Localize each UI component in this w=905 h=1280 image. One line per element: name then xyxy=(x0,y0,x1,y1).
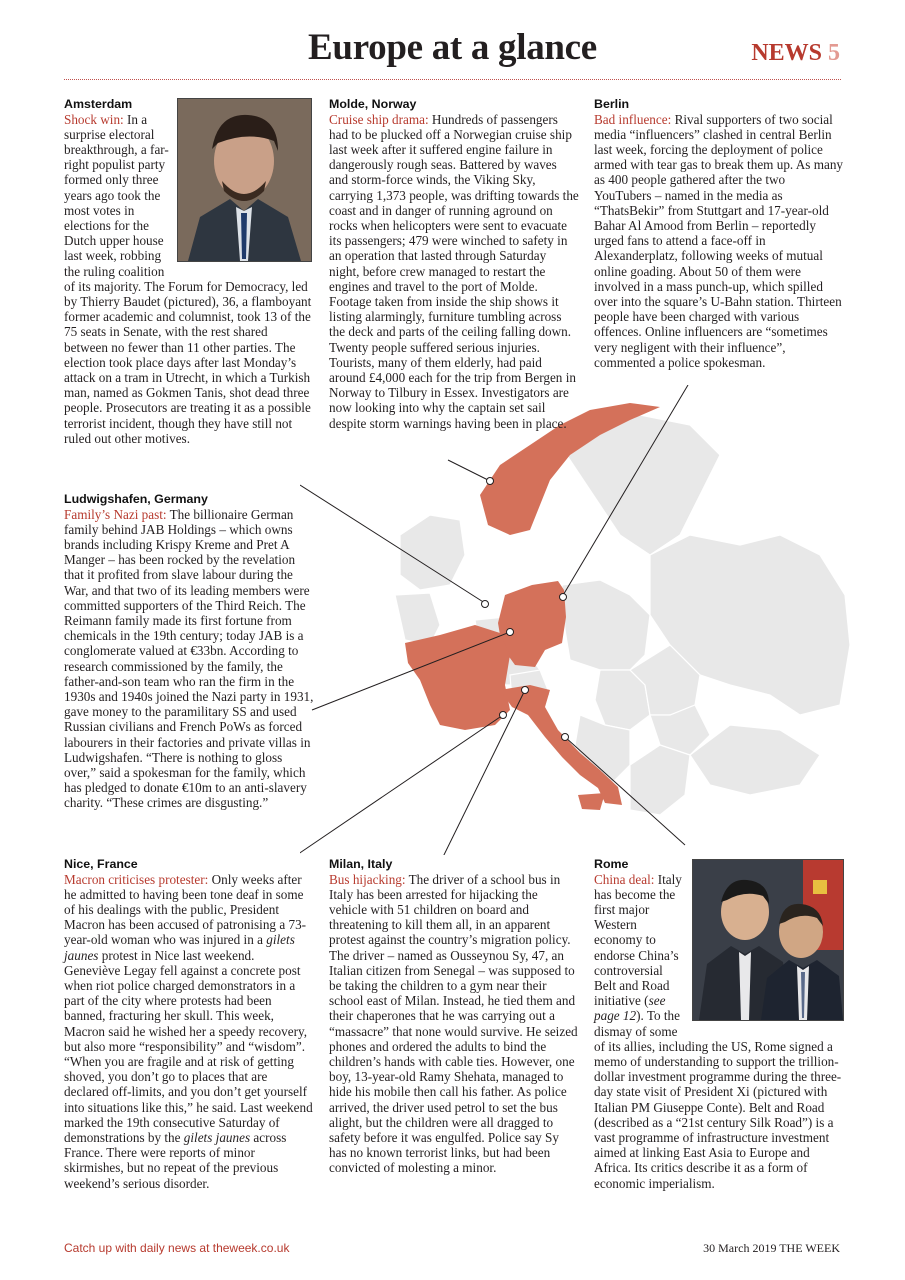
story-body: protest in Nice last weekend. Geneviève Legay fell against a concrete post when riot police charged demonstrators in a part of the city where protests had been banned, fracturing her skull. This week, Macron said he wished her a speedy recovery, but also more “responsibility” and “wisdom”. “When you are fragile and at risk of getting shoved, you don’t go to places that are declared off-limits, and you don’t get yourself into situations like this,” he said. Last weekend marked the 19th consecutive Saturday of demonstrations by the xyxy=(64,947,313,1145)
story-lead: China deal: xyxy=(594,871,655,887)
story-italic: gilets jaunes xyxy=(183,1129,251,1145)
story-lead: Macron criticises protester: xyxy=(64,871,209,887)
footer-dateline: 30 March 2019 THE WEEK xyxy=(703,1241,840,1255)
story-body: Only weeks after he admitted to having been tone deaf in some of his dealings with the public, President Macron has been accused of patronising a 73-year-old woman who was injured in a xyxy=(64,871,307,948)
france-highlight xyxy=(405,625,510,730)
story-dateline: Molde, Norway xyxy=(329,97,417,111)
story-lead: Shock win: xyxy=(64,111,124,127)
ludwigshafen-marker xyxy=(507,629,514,636)
berlin-marker xyxy=(560,594,567,601)
story-body: In a surprise electoral breakthrough, a far-right populist party formed only three years ago took the most votes in elections for the Dutch upper house last week, robbing the ruling coalition of its majority. The Forum for Democracy, led by Thierry Baudet (pictured), 36, a flamboyant former academic and columnist, took 13 of the 75 seats in Senate, with the rest shared between no fewer than 11 other parties. The election took place days after last Monday’s attack on a tram in Utrecht, in which a Turkish man, named as Gokmen Tanis, shot dead three people. Prosecutors are treating it as a possible terrorist incident, though they have still not ruled out other motives. xyxy=(64,111,312,446)
map-background-land xyxy=(395,415,850,815)
story-rome xyxy=(594,857,844,1191)
story-body: ). To the dismay of some of its allies, including the US, Rome signed a memo of understanding to support the trillion-dollar investment programme during the three-day state visit of President Xi (pictured with Italian PM Giuseppe Conte). Belt and Road (described as a “21st century Silk Road”) is a vast programme of infrastructure investment aimed at linking East Asia to Europe and Africa. Its critics describe it as a form of economic imperialism. xyxy=(594,1008,842,1191)
story-italic: see page 12 xyxy=(594,993,666,1024)
footer-promo-link[interactable]: Catch up with daily news at theweek.co.uk xyxy=(64,1241,290,1255)
story-molde xyxy=(329,97,579,431)
story-milan xyxy=(329,857,579,1176)
story-body: Italy has become the first major Western economy to endorse China’s controversial Belt and Road initiative ( xyxy=(594,871,682,1009)
xi-conte-photo xyxy=(692,859,844,1021)
story-dateline: Milan, Italy xyxy=(329,857,393,871)
story-dateline: Nice, France xyxy=(64,857,138,871)
story-nice xyxy=(64,857,314,1191)
story-lead: Bus hijacking: xyxy=(329,871,406,887)
story-lead: Cruise ship drama: xyxy=(329,111,429,127)
thierry-baudet-photo xyxy=(177,98,312,262)
rome-marker xyxy=(562,734,569,741)
story-body: Hundreds of passengers had to be plucked off a Norwegian cruise ship last week after it suffered engine failure in dangerously rough seas. Battered by waves and storm-force winds, the Viking Sky, carrying 1,373 people, was drifting towards the coast and in danger of running aground on rocks when helicopters were sent to evacuate its passengers; 479 were winched to safety in an operation that lasted through Saturday night, before crew managed to restart the engines and travel to the port of Molde. Footage taken from inside the ship shows it listing alarmingly, furniture tumbling across the deck and parts of the ceiling falling down. Twenty people suffered serious injuries. Tourists, many of them elderly, had paid around £4,000 each for the trip from Bergen in Norway to Tilbury in Essex. Investigators are now looking into why the captain set sail despite storm warnings having been in place. xyxy=(329,111,579,431)
molde-marker xyxy=(487,478,494,485)
header-rule xyxy=(64,79,841,80)
amsterdam-marker xyxy=(482,601,489,608)
story-lead: Family’s Nazi past: xyxy=(64,506,167,522)
story-amsterdam xyxy=(64,97,312,446)
story-body: Rival supporters of two social media “influencers” clashed in central Berlin last week, forcing the deployment of police armed with tear gas to break them up. As many as 400 people gathered after the two YouTubers – named in the media as “ThatsBekir” from Stuttgart and 17-year-old Bahar Al Amood from Berlin – reportedly urged fans to attend a face-off in Alexanderplatz, following weeks of mutual online goading. About 50 of them were involved in a mass punch-up, which spilled over into the square’s U-Bahn station. Thirteen people have been charged with various offences. Online influencers are “sometimes very negligent with their influence”, commented a police spokesman. xyxy=(594,111,844,370)
section-name: NEWS xyxy=(751,40,822,66)
story-body: across France. There were reports of minor skirmishes, but no repeat of the previous weekend’s serious disorder. xyxy=(64,1129,287,1191)
story-lead: Bad influence: xyxy=(594,111,672,127)
story-dateline: Berlin xyxy=(594,97,630,111)
story-italic: gilets jaunes xyxy=(64,932,295,963)
story-dateline: Amsterdam xyxy=(64,97,133,111)
story-dateline: Ludwigshafen, Germany xyxy=(64,492,208,506)
story-body: The driver of a school bus in Italy has been arrested for hijacking the vehicle with 51 children on board and threatening to kill them all, in an apparent protest against the country’s migration policy. The driver – named as Ousseynou Sy, 47, an Italian citizen from Senegal – was supposed to be taking the children to a gym near their school east of Milan. Instead, he tied them and their chaperones that he was carrying out a “massacre” that none would survive. He seized phones and ordered the adults to bind the children’s hands with cable ties. However, one boy, 13-year-old Ramy Shehata, managed to hide his mobile then call his father. As police arrived, the driver used petrol to set the bus alight, but the children were all dragged to safety before it was engulfed. Police say Sy has no known terrorist links, but had been convicted of molesting a minor. xyxy=(329,871,578,1176)
page-number: 5 xyxy=(828,40,840,66)
page-title: Europe at a glance xyxy=(308,27,597,68)
sicily-highlight xyxy=(578,793,605,810)
story-ludwigshafen xyxy=(64,492,314,811)
nice-marker xyxy=(500,712,507,719)
story-berlin xyxy=(594,97,844,370)
story-body: The billionaire German family behind JAB Holdings – which owns brands including Krispy Kreme and Pret A Manger – has been rocked by the revelation that it profited from slave labour during the War, and that two of its leading members were committed supporters of the Third Reich. The Reimann family made its first fortune from chemicals in the 19th century; today JAB is a conglomerate valued at €33bn. According to research commissioned by the family, the father-and-son team who ran the firm in the 1930s and 1940s joined the Nazi party in 1931, gave money to the paramilitary SS and used Russian civilians and French PoWs as forced labourers in their factories and private villas in Ludwigshafen. “There is nothing to gloss over,” said a spokesman for the family, which has pledged to donate €10m to an anti-slavery charity. “These crimes are disgusting.” xyxy=(64,506,314,811)
section-label xyxy=(751,40,840,67)
story-dateline: Rome xyxy=(594,857,629,871)
milan-marker xyxy=(522,687,529,694)
europe-map xyxy=(300,385,860,855)
